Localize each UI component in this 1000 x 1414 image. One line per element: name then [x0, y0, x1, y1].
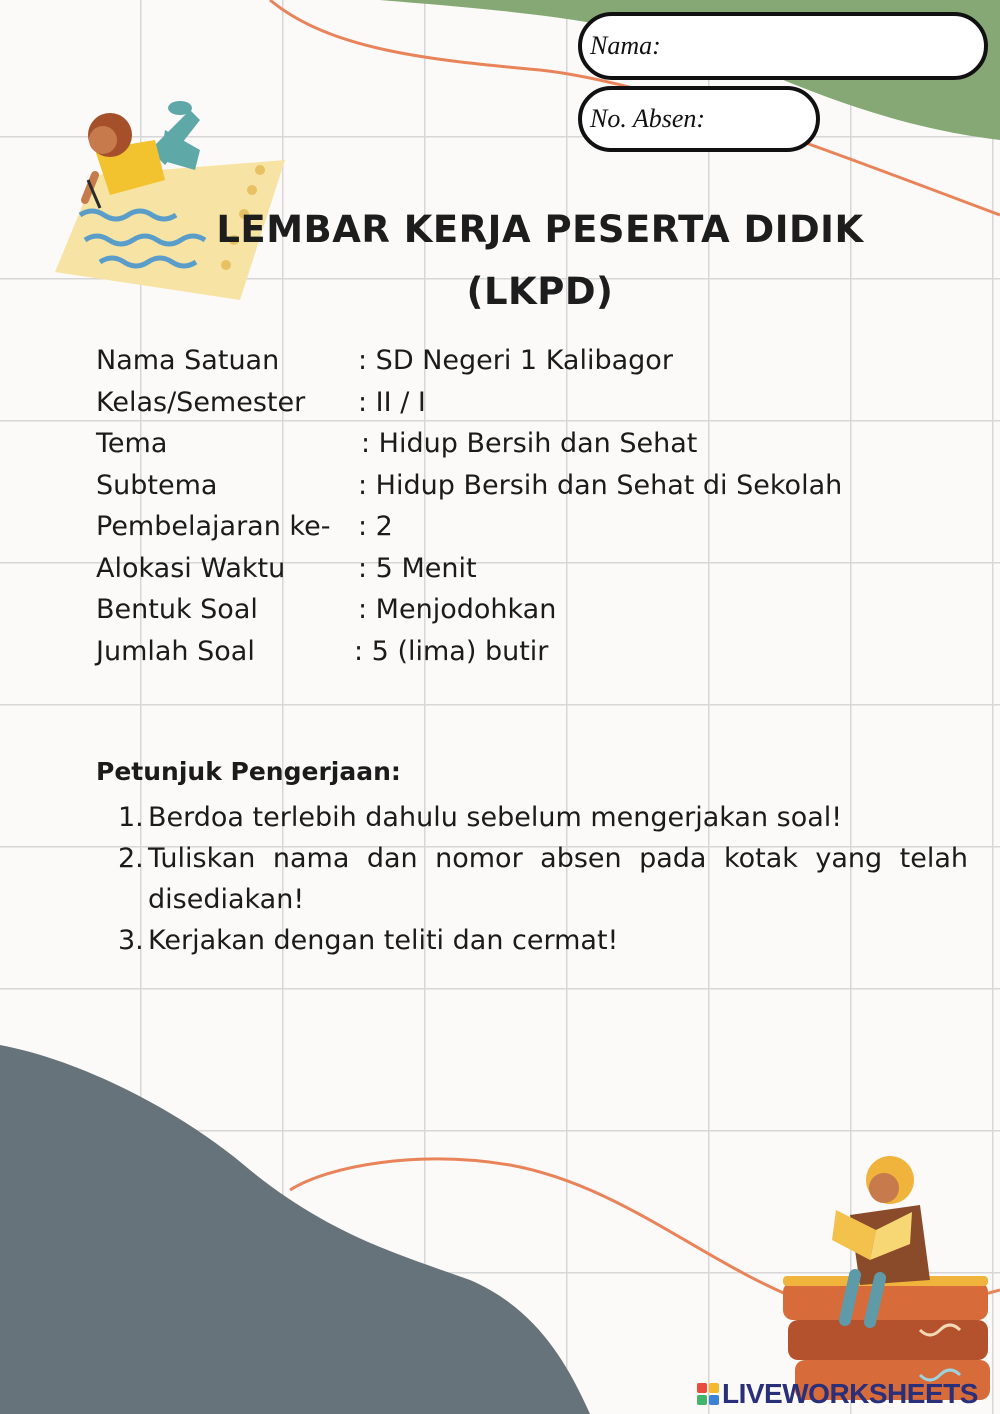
info-label: Subtema	[96, 469, 218, 501]
absen-field[interactable]	[578, 86, 820, 152]
info-label: Bentuk Soal	[96, 594, 258, 625]
item-text: Kerjakan dengan teliti dan cermat!	[148, 925, 619, 956]
item-text-continued: disediakan!	[148, 884, 305, 915]
info-label: Kelas/Semester	[96, 386, 306, 418]
info-label: Tema	[96, 428, 168, 459]
name-field[interactable]	[578, 12, 988, 80]
slate-blob	[0, 1045, 590, 1414]
list-item	[118, 797, 968, 838]
page-subtitle: (LKPD)	[466, 270, 614, 313]
info-label: Pembelajaran ke-	[96, 511, 331, 542]
instructions-list	[118, 797, 968, 961]
info-value: : Hidup Bersih dan Sehat di Sekolah	[358, 469, 843, 501]
instructions-heading: Petunjuk Pengerjaan:	[96, 757, 401, 786]
list-item	[118, 920, 968, 961]
info-value: : 5 (lima) butir	[354, 635, 549, 667]
brand-text: LIVEWORKSHEETS	[722, 1378, 978, 1409]
liveworksheets-logo[interactable]	[697, 1378, 978, 1410]
item-number: 3.	[118, 925, 144, 956]
absen-field-label: No. Absen:	[590, 104, 706, 133]
info-value: : II / I	[358, 386, 426, 418]
item-number: 2.	[118, 843, 144, 874]
girl-reading-illustration	[783, 1156, 990, 1400]
info-value: : Hidup Bersih dan Sehat	[361, 428, 698, 459]
info-value: : Menjodohkan	[358, 594, 557, 625]
list-item	[118, 838, 968, 920]
name-field-label: Nama:	[590, 31, 661, 60]
name-input[interactable]	[661, 30, 984, 62]
info-value: : 5 Menit	[358, 552, 477, 584]
liveworksheets-logo-icon	[697, 1383, 719, 1405]
info-label: Jumlah Soal	[96, 635, 255, 667]
info-label: Nama Satuan	[96, 345, 280, 376]
info-value: : 2	[358, 511, 393, 542]
item-text: Berdoa terlebih dahulu sebelum mengerjakan soal!	[148, 802, 843, 833]
item-number: 1.	[118, 802, 144, 833]
absen-input[interactable]	[705, 103, 816, 135]
item-text: Tuliskan nama dan nomor absen pada kotak yang telah	[148, 843, 968, 874]
info-value: : SD Negeri 1 Kalibagor	[358, 345, 673, 376]
info-label: Alokasi Waktu	[96, 552, 286, 584]
page-title: LEMBAR KERJA PESERTA DIDIK	[216, 208, 864, 251]
